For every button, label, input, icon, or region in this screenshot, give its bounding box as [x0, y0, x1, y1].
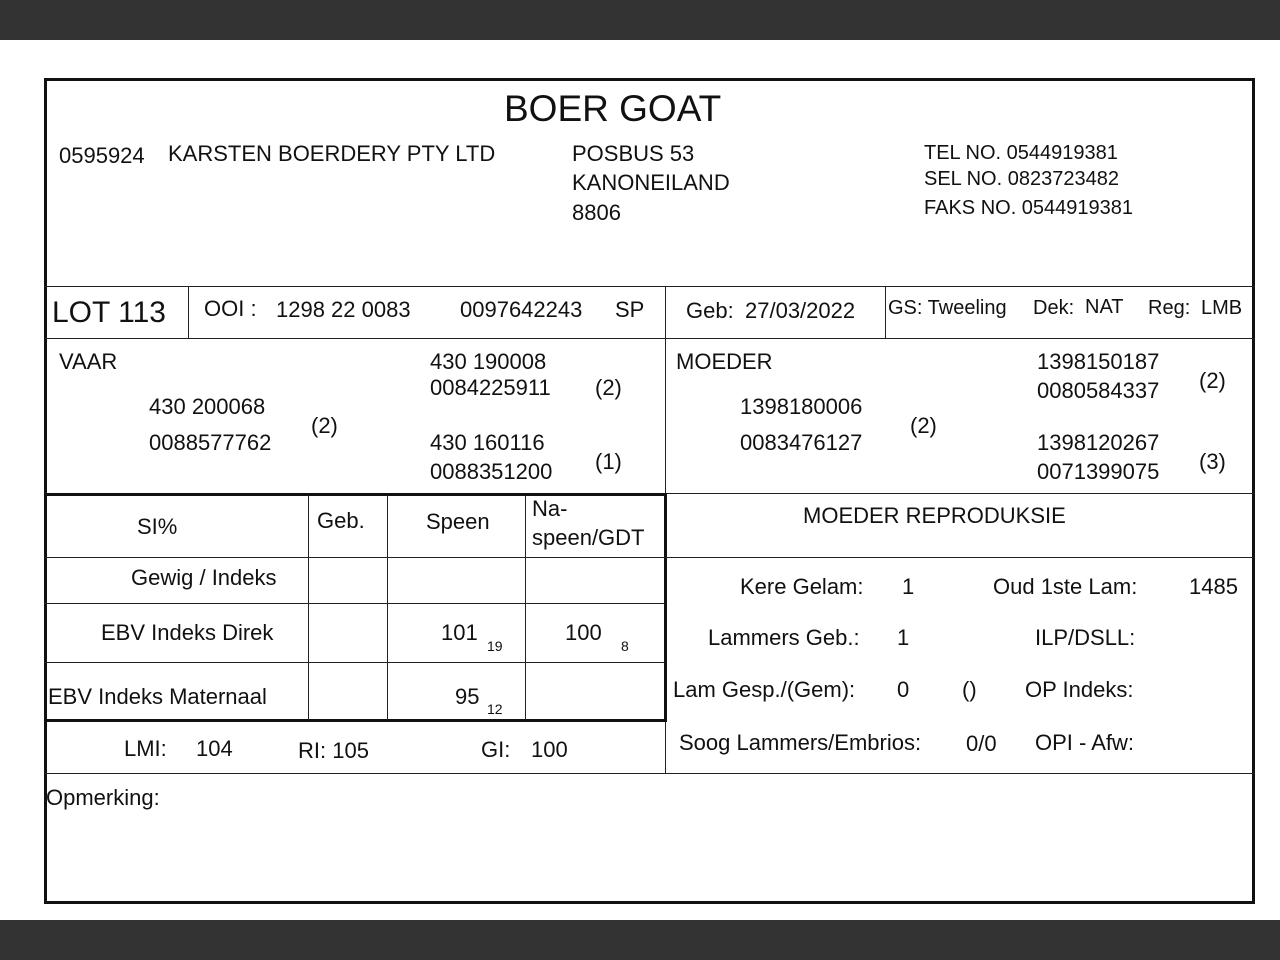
gi-value: 100: [531, 737, 568, 762]
kere-gelam-value: 1: [902, 574, 915, 599]
sel-number: SEL NO. 0823723482: [924, 168, 1119, 190]
op-indeks-label: OP Indeks:: [1025, 677, 1134, 702]
direk-naspeen-value: 100: [565, 620, 602, 645]
lam-gesp-label: Lam Gesp./(Gem):: [673, 677, 856, 702]
dam-dam-id: 1398120267: [1037, 430, 1160, 455]
faks-number: FAKS NO. 0544919381: [924, 197, 1134, 219]
oud-label: Oud 1ste Lam:: [993, 574, 1138, 599]
divider-perf-header: [44, 557, 1255, 558]
divider-remarks: [44, 773, 1255, 774]
breeder-name: KARSTEN BOERDERY PTY LTD: [168, 141, 496, 166]
dam-sire-count: (2): [1199, 368, 1226, 393]
sire-dam-id: 430 160116: [430, 430, 545, 455]
kere-gelam-label: Kere Gelam:: [740, 574, 864, 599]
divider-gewig: [44, 603, 665, 604]
address-line-1: POSBUS 53: [572, 141, 695, 166]
direk-speen-sub: 19: [487, 638, 503, 654]
sire-dam-reg: 0088351200: [430, 459, 553, 484]
dam-dam-reg: 0071399075: [1037, 459, 1160, 484]
geb-label: Geb:: [686, 298, 734, 323]
ooi-reg: 0097642243: [460, 297, 583, 322]
ooi-id: 1298 22 0083: [276, 297, 411, 322]
sire-id: 430 200068: [149, 394, 266, 419]
lmi-value: 104: [196, 736, 233, 761]
dam-reg: 0083476127: [740, 430, 863, 455]
lammers-geb-label: Lammers Geb.:: [708, 625, 860, 650]
naspeen-header-2: speen/GDT: [532, 525, 645, 550]
dek-label: Dek:: [1033, 297, 1075, 319]
vaar-label: VAAR: [59, 349, 118, 374]
reg-value: LMB: [1201, 297, 1243, 319]
sire-reg: 0088577762: [149, 430, 272, 455]
dek-value: NAT: [1085, 296, 1124, 318]
sire-sire-reg: 0084225911: [430, 375, 551, 400]
address-line-2: KANONEILAND: [572, 170, 730, 195]
opi-label: OPI - Afw:: [1035, 730, 1135, 755]
reg-label: Reg:: [1148, 297, 1191, 319]
maternaal-speen-sub: 12: [487, 701, 503, 717]
gi-label: GI:: [481, 737, 511, 762]
oud-value: 1485: [1189, 574, 1238, 599]
divider-lot: [188, 286, 189, 338]
dam-dam-count: (3): [1199, 449, 1226, 474]
col-divider-3: [525, 495, 526, 720]
ri-value: RI: 105: [298, 738, 369, 763]
gs-value: GS: Tweeling: [888, 297, 1007, 319]
lammers-geb-value: 1: [897, 625, 910, 650]
top-bar: [0, 0, 1280, 40]
perf-right-border: [664, 493, 667, 722]
tel-number: TEL NO. 0544919381: [924, 142, 1118, 164]
direk-speen-value: 101: [441, 620, 478, 645]
sire-count: (2): [311, 413, 338, 438]
col-divider-1: [308, 495, 309, 720]
divider-pedigree-right: [667, 493, 1255, 494]
sire-sire-id: 430 190008: [430, 349, 547, 374]
soog-value: 0/0: [966, 731, 997, 756]
si-header: SI%: [137, 514, 178, 539]
divider-lot-row: [44, 338, 1255, 339]
divider-header: [44, 286, 1255, 287]
maternaal-speen-value: 95: [455, 684, 480, 709]
perf-bottom-border: [44, 719, 667, 722]
address-line-3: 8806: [572, 200, 621, 225]
sire-dam-count: (1): [595, 449, 622, 474]
maternaal-row-label: EBV Indeks Maternaal: [48, 684, 267, 709]
naspeen-header-1: Na-: [532, 496, 568, 521]
perf-top-border: [44, 493, 667, 496]
gewig-row-label: Gewig / Indeks: [131, 565, 277, 590]
lot-number: LOT 113: [52, 296, 166, 329]
moeder-label: MOEDER: [676, 349, 773, 374]
ilp-label: ILP/DSLL:: [1035, 625, 1136, 650]
lam-gesp-gem: (): [962, 677, 977, 702]
ooi-sp: SP: [615, 297, 645, 322]
direk-row-label: EBV Indeks Direk: [101, 620, 274, 645]
col-divider-2: [387, 495, 388, 720]
divider-geb: [885, 286, 886, 338]
ooi-label: OOI :: [204, 296, 257, 321]
lam-gesp-value: 0: [897, 677, 910, 702]
breeder-code: 0595924: [59, 143, 145, 168]
speen-header: Speen: [426, 509, 490, 534]
geb-header: Geb.: [317, 508, 365, 533]
sire-sire-count: (2): [595, 375, 622, 400]
direk-naspeen-sub: 8: [621, 638, 629, 654]
dam-id: 1398180006: [740, 394, 863, 419]
geb-date: 27/03/2022: [745, 298, 856, 323]
opmerking-label: Opmerking:: [46, 785, 160, 810]
dam-count: (2): [910, 413, 937, 438]
dam-sire-id: 1398150187: [1037, 349, 1160, 374]
divider-direk: [44, 662, 665, 663]
card-title: BOER GOAT: [504, 88, 722, 129]
reproduksie-title: MOEDER REPRODUKSIE: [803, 503, 1066, 528]
dam-sire-reg: 0080584337: [1037, 378, 1160, 403]
bottom-bar: [0, 920, 1280, 960]
lmi-label: LMI:: [124, 736, 167, 761]
soog-label: Soog Lammers/Embrios:: [679, 730, 922, 755]
